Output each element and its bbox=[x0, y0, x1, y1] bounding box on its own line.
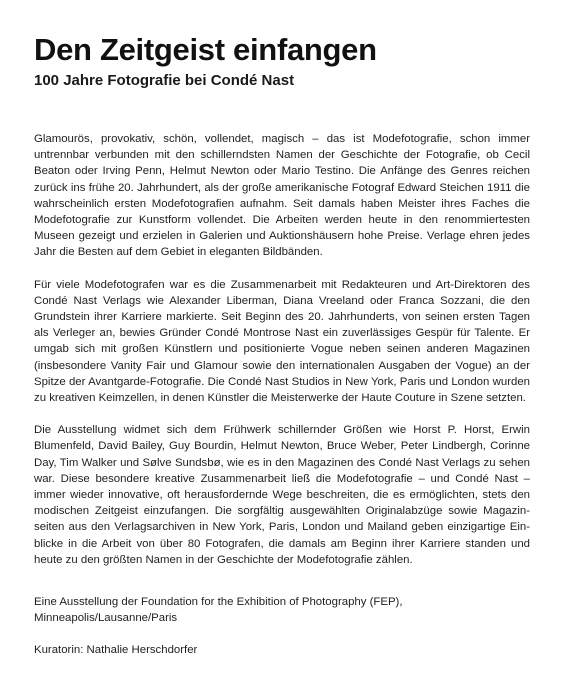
credits-block bbox=[34, 594, 530, 659]
document-page bbox=[34, 32, 530, 659]
body-text bbox=[34, 131, 530, 568]
paragraph-conde-nast: Für viele Modefotografen war es die Zusammenarbeit mit Redakteuren und Art-Direktoren des Condé Nast Verlags wie Alexander Liberman, Diana Vreeland oder Franca Sozzani, die den Grundstein ihrer Karriere markierte. Seit Beginn des 20. Jahrhunderts, von seinen ersten Tagen als Verleger an, bewies Gründer Condé Montrose Nast ein zuverlässiges Gespür für Talente. Er umgab sich mit großen Künstlern und positionierte Vogue neben seinen anderen Magazinen (insbesondere Vanity Fair und Glamour sowie den internationalen Ausgaben der Vogue) an der Spitze der Avantgarde-Fotografie. Die Condé Nast Studios in New York, Paris und London wurden zu kreativen Keimzellen, in denen Künstler die Meisterwerke der Haute Couture in Szene setzten. bbox=[34, 278, 530, 405]
page-subtitle: 100 Jahre Fotografie bei Condé Nast bbox=[34, 72, 295, 89]
credit-locations: Minneapolis/Lausanne/Paris bbox=[34, 612, 178, 625]
credit-curator: Kuratorin: Nathalie Herschdorfer bbox=[34, 644, 198, 657]
page-title: Den Zeitgeist einfangen bbox=[34, 32, 377, 67]
paragraph-exhibition: Die Ausstellung widmet sich dem Frühwerk schillernder Größen wie Horst P. Horst, Erwin Blumenfeld, David Bailey, Guy Bourdin, Helmut Newton, Bruce Weber, Peter Lindbergh, Corinne Day, Tim Walker und Sølve Sundsbø, wie es in den Magazinen des Condé Nast Verlags zu sehen war. Diese besondere kreative Zusammenarbeit ließ die Modefotografie – und Condé Nast – immer wieder innovative, oft herausfordernde Wege beschreiten, die es ermöglichten, stets den modischen Zeitgeist einzufangen. Die sorgfältig ausgewählten Originalabzüge sowie Magazinseiten aus den Verlagsarchiven in New York, Paris, London und Mailand geben einzigartige Einblicke in die Arbeit von über 80 Fotografen, die damals am Beginn ihrer Karriere standen und heute zu den größten Namen in der Geschichte der Modefotografie zählen. bbox=[34, 424, 530, 566]
credit-organizer: Eine Ausstellung der Foundation for the Exhibition of Photography (FEP), bbox=[34, 596, 403, 609]
paragraph-intro: Glamourös, provokativ, schön, vollendet, magisch – das ist Modefotografie, schon immer untrennbar verbunden mit den schillerndsten Namen der Geschichte der Fotografie, ob Cecil Beaton oder Irving Penn, Helmut Newton oder Mario Testino. Die Anfänge des Genres reichen zurück ins frühe 20. Jahrhundert, als der große amerikanische Fotograf Edward Steichen 1911 die wahrscheinlich ersten Modefotografien aufnahm. Seit damals haben Meister ihres Faches die Modefotografie zur Kunstform vollendet. Die Arbeiten werden heute in den renommiertesten Museen gezeigt und erzielen in Galerien und Auktionshäusern hohe Preise. Verlage ehren jedes Jahr die Besten auf dem Gebiet in eleganten Bildbänden. bbox=[34, 133, 530, 259]
